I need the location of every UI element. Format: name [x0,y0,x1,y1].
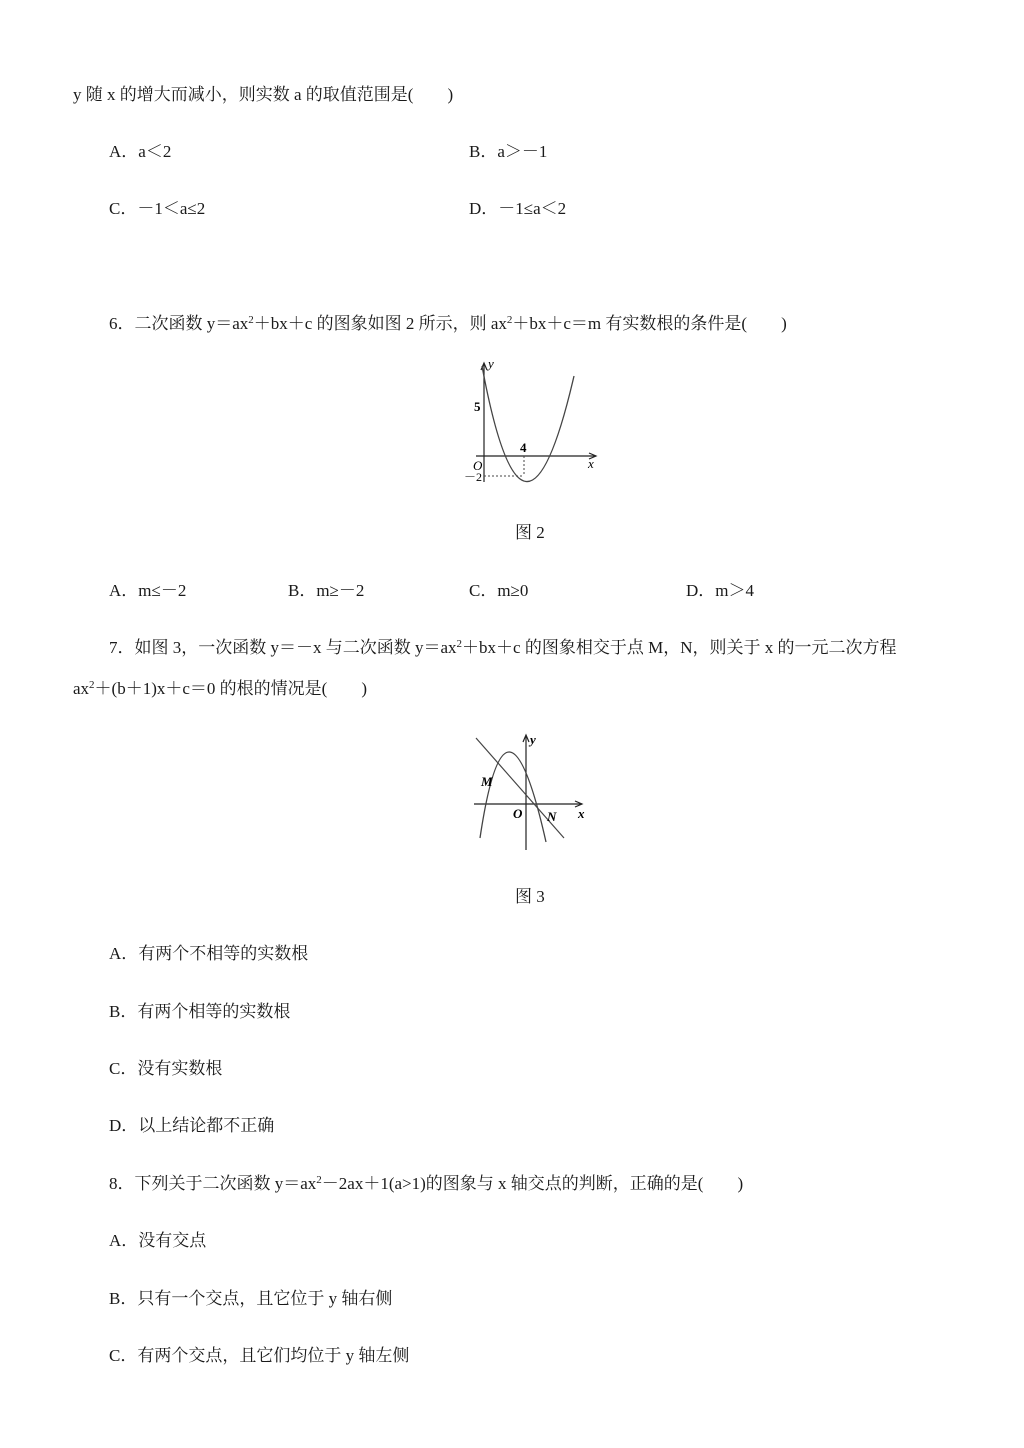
q8-option-a: A．没有交点 [109,1231,207,1250]
q7-stem-line2: $ax^2+(b+1)x+c=0$ 的根的情况是( ) [73,679,367,698]
q5-stem: y 随 x 的增大而减小，则实数 a 的取值范围是( ) [73,85,454,104]
q5-option-a: A．a＜2 [109,142,172,161]
q7-stem-line1: 7．如图 3，一次函数 y＝－x 与二次函数 $y=ax^2+bx+c$ 的图象相交于点 M，N，则关于 x 的一元二次方程 [109,638,897,657]
q6-stem: 6．二次函数 $y=ax^2+bx+c$ 的图象如图 2 所示，则 $ax^2+bx+c=m$ 有实数根的条件是( ) [109,314,787,333]
q5-option-b: B．a＞－1 [469,142,548,161]
fig2-x-label: x [588,456,594,471]
fig3-caption: 图 3 [515,887,545,906]
fig3-origin: O [513,806,523,821]
fig3-point-n: N [547,809,557,824]
q6-option-c: C．m≥0 [469,581,529,600]
fig3-y-label: y [530,732,536,747]
fig2-origin: O [473,458,483,473]
fig2-tick-5: 5 [474,399,481,414]
q7-option-b: B．有两个相等的实数根 [109,1002,291,1021]
q8-option-b: B．只有一个交点，且它位于 y 轴右侧 [109,1289,393,1308]
q5-option-c: C．－1＜a≤2 [109,199,206,218]
q6-option-a: A．m≤－2 [109,581,187,600]
fig2-y-label: y [488,358,494,371]
q6-option-b: B．m≥－2 [288,581,365,600]
q7-option-d: D．以上结论都不正确 [109,1116,275,1135]
q6-option-d: D．m＞4 [686,581,754,600]
q5-option-d: D．－1≤a＜2 [469,199,567,218]
q8-stem: 8．下列关于二次函数 $y=ax^2-2ax+1(a>1)$的图象与 x 轴交点的判断，正确的是( ) [109,1174,744,1193]
figure-2-graph [462,358,608,486]
q8-option-c: C．有两个交点，且它们均位于 y 轴左侧 [109,1346,410,1365]
fig2-tick-4: 4 [520,440,527,455]
fig2-caption: 图 2 [515,523,545,542]
figure-3-graph [470,730,594,854]
fig3-x-label: x [578,806,585,821]
q7-option-c: C．没有实数根 [109,1059,223,1078]
q7-option-a: A．有两个不相等的实数根 [109,944,309,963]
fig3-point-m: M [481,774,493,789]
fig2-tick-neg2: －2 [464,470,483,484]
